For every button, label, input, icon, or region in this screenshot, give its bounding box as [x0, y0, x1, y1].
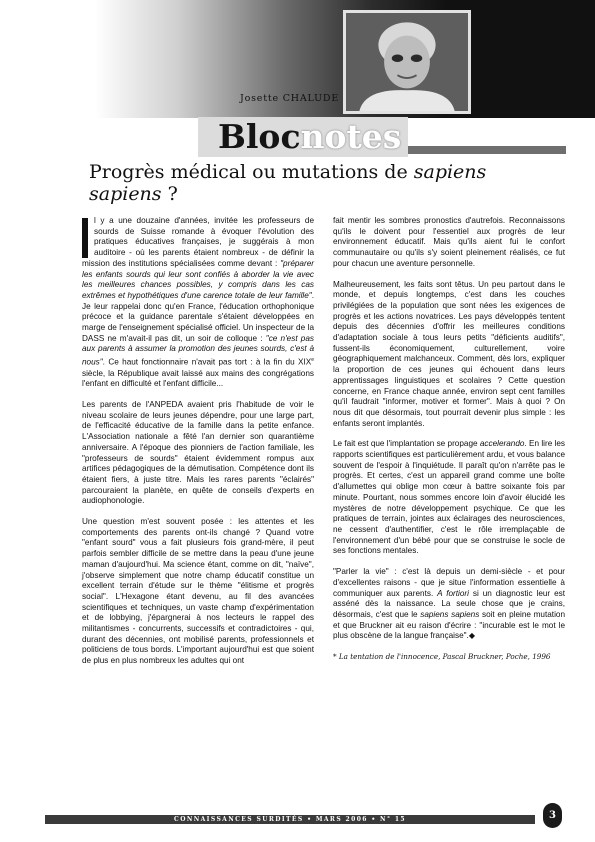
- paragraph: [333, 439, 565, 557]
- text-run: soit en pleine mutation et que Bruckner ait eu raison d'écrire : "incurable est le mot le plus obscène de la langue française".: [333, 609, 566, 641]
- paragraph: Une question m'est souvent posée : les attentes et les comportements des parents ont-ils changé ? Quand votre "enfant sourd" vous a fait plusieurs fois grand-mère, il peut parfois sembler difficile de se mettre dans la peau d'une jeune maman d'aujourd'hui. Ma science étant, comme on dit, "naïve", j'observe simplement que notre champ éducatif constitue un excellent terrain d'étude sur le thème "élitisme et progrès social". L'Hexagone étant devenu, au fil des avancées scientifiques et techniques, un vaste champ d'expérimentation et de lobbying, j'épargnerai à nos lecteurs le rappel des militantismes - concurrents, successifs et contradictoires - qui, durant des décennies, ont mobilisé parents, professionnels et politiciens de tous bords. L'important aujourd'hui est que soient de plus en plus nombreux les adultes qui ont: [82, 517, 314, 666]
- banner-bar: [408, 146, 566, 154]
- footnote: * La tentation de l'innocence, Pascal Bruckner, Poche, 1996: [333, 652, 551, 662]
- text-run: . Je leur rappelai donc qu'en France, l'éducation orthophonique précoce et la guidance parentale s'étaient développées en marge de l'enseignement spécialisé officiel. Un inspecteur de la DASS ne m'avait-il pas dit, un soir de colloque :: [82, 290, 314, 343]
- running-footer: CONNAISSANCES SURDITÉS • MARS 2006 • N° 15: [45, 815, 535, 824]
- portrait-image: [346, 13, 468, 111]
- section-label-light: notes: [300, 117, 402, 156]
- drop-cap: [82, 218, 88, 258]
- column-right: [333, 216, 565, 671]
- text-run: . Ce haut fonctionnaire n'avait pas tort : à la fin du XIX: [102, 357, 312, 367]
- paragraph: Les parents de l'ANPEDA avaient pris l'habitude de voir le niveau scolaire de leurs jeunes dépendre, pour une large part, de l'efficacité éducative de la famille dans la petite enfance. L'Association nationale a fêté l'an dernier son quarantième anniversaire. A l'époque des pionniers de l'action familiale, les "professeurs de sourds" étaient évidemment rompus aux artifices pédagogiques de la démutisation. Compétence dont ils étaient fiers, à juste titre. Mais les rares parents "éclairés" parcouraient la planète, en quête de conseils d'experts en audiophonologie.: [82, 399, 314, 506]
- superscript: e: [311, 357, 314, 364]
- paragraph: fait mentir les sombres pronostics d'autrefois. Reconnaissons qu'ils le doivent pour l'essentiel aux progrès de leur environnement éducatif. Mais qu'ils aient fui le confort communautaire ou qu'ils s'y soient pleinement réalisés, ce fut pour chacun une aventure personnelle.: [333, 216, 565, 268]
- text-run: Le fait est que l'implantation se propage: [333, 439, 480, 449]
- paragraph: [333, 567, 565, 642]
- text-run: siècle, la République avait laissé aux mains des congrégations l'enfant en difficulté et l'enfant difficile...: [82, 368, 314, 389]
- author-name: Josette CHALUDE: [240, 93, 340, 104]
- section-banner: [198, 117, 408, 157]
- paragraph: [82, 216, 314, 390]
- column-left: [82, 216, 314, 677]
- emphasis: accelerando: [479, 439, 525, 449]
- title-italic: sapiens sapiens: [89, 161, 487, 205]
- quote: "ce n'est pas aux parents à assumer la promotion des jeunes sourds, c'est à nous": [82, 333, 314, 367]
- text-run: . En lire les rapports scientifiques est particulièrement ardu, et vous balance souvent de l'espoir à l'inquiétude. Il paraît qu'on n'arrête pas le progrès. Et certes, c'est un appareil grand comme une boîte d'allumettes qui oblige mon cœur à battre soixante fois par minute. Pourtant, nous sommes encore loin d'avoir élucidé les mystères de notre développement psychique. Ce que les pratiques de terrain, jointes aux éclairages des neurosciences, ne cessent d'authentifier, c'est le rôle irremplaçable de l'environnement d'un bébé pour que se construise le socle de ses fonctions mentales.: [333, 439, 566, 556]
- article-title: [89, 161, 559, 205]
- title-suffix: ?: [161, 183, 178, 205]
- emphasis: sapiens sapiens: [420, 609, 480, 619]
- quote: "préparer les enfants sourds qui leur sont confiés à aborder la vie avec les meilleures chances possibles, y compris dans les cas extrêmes et hypothétiques d'une carence totale de leur famille": [82, 258, 314, 300]
- end-mark-icon: ◆: [468, 631, 476, 641]
- author-photo: [343, 10, 471, 114]
- text-run: si un diagnostic leur est asséné dès la naissance. La seule chose que je crains, désormais, c'est que le: [333, 588, 565, 619]
- section-label-bold: Bloc: [218, 117, 301, 156]
- text-run: "Parler la vie" : c'est là depuis un demi-siècle - et pour d'excellentes raisons - que je situe l'information essentielle à communiquer aux parents.: [333, 567, 565, 598]
- emphasis: A fortiori: [437, 588, 469, 598]
- title-prefix: Progrès médical ou mutations de: [89, 161, 408, 183]
- paragraph: Malheureusement, les faits sont têtus. Un peu partout dans le monde, et depuis longtemps, c'est dans les couches privilégiées de la population que sont nées les exigences de progrès et les actions novatrices. Les pays développés tentent depuis des décennies d'offrir les meilleures conditions d'adaptation sociale à tous leurs petits "déficients auditifs", fussent-ils économiquement, culturellement, voire géographiquement malchanceux. Comment, dès lors, expliquer la proportion de ces jeunes qui échouent dans leurs apprentissages linguistiques et scolaires ? Cette question concerne, en France chaque année, environ sept cent familles qu'il faudrait "informer, motiver et former". Mais à quoi ? On nous dit que désormais, tout pourrait devenir plus simple : les enfants seront implantés.: [333, 279, 565, 428]
- text-run: l y a une douzaine d'années, invitée les professeurs de sourds de Suisse romande à évoquer l'évolution des pratiques éducatives françaises, je suggérais à mon auditoire - où les parents étaient nombreux - de définir la mission des institutions spécialisées comme devant :: [82, 216, 314, 268]
- page-number: 3: [543, 803, 562, 828]
